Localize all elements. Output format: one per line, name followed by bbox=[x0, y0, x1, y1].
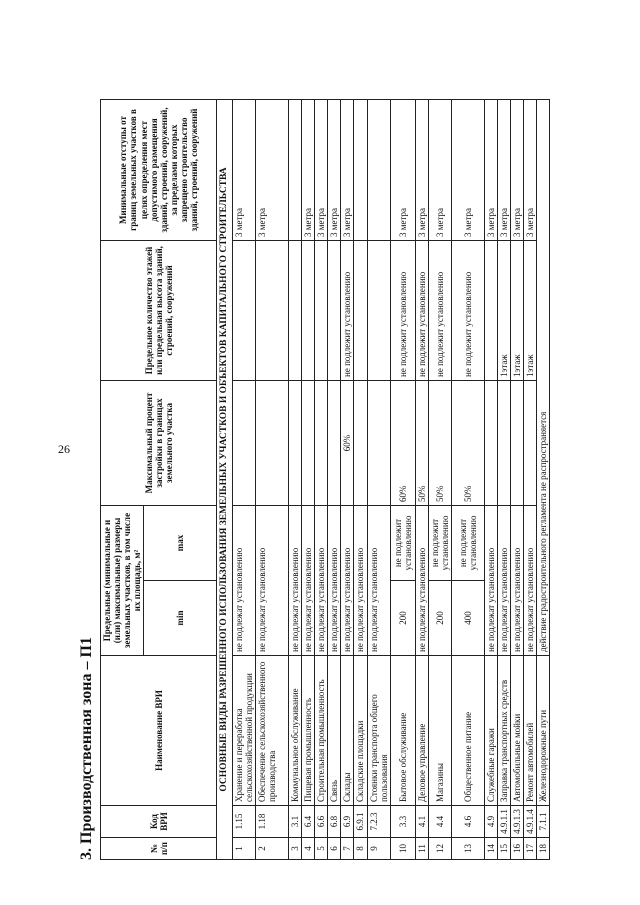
cell-name: Автомобильные мойки bbox=[511, 656, 524, 806]
cell-setback: 3 метра bbox=[511, 99, 524, 240]
cell-num: 1 bbox=[232, 838, 255, 860]
cell-name: Служебные гаражи bbox=[484, 656, 497, 806]
cell-setback: 3 метра bbox=[315, 99, 328, 240]
cell-setback bbox=[367, 99, 390, 240]
cell-percent bbox=[367, 380, 390, 505]
cell-name: Магазины bbox=[428, 656, 451, 806]
cell-name: Общественное питание bbox=[451, 656, 484, 806]
cell-num: 6 bbox=[328, 838, 341, 860]
table-row bbox=[256, 99, 289, 859]
cell-floors bbox=[354, 240, 367, 380]
cell-code: 4.9.1.3 bbox=[511, 806, 524, 838]
header-name: Наименование ВРИ bbox=[101, 656, 217, 806]
cell-code: 6.9.1 bbox=[354, 806, 367, 838]
zone-title: 3. Производственная зона – П1 bbox=[78, 637, 95, 860]
cell-area: не подлежат установлению bbox=[232, 505, 255, 655]
cell-setback: 3 метра bbox=[484, 99, 497, 240]
cell-num: 5 bbox=[315, 838, 328, 860]
header-num: № п/п bbox=[101, 838, 217, 860]
cell-area: не подлежат установлению bbox=[302, 505, 315, 655]
cell-num: 9 bbox=[367, 838, 390, 860]
table-row bbox=[354, 99, 367, 859]
cell-floors: не подлежит установлению bbox=[428, 240, 451, 380]
cell-percent bbox=[511, 380, 524, 505]
cell-code: 4.1 bbox=[415, 806, 428, 838]
table-row bbox=[367, 99, 390, 859]
table-row bbox=[390, 99, 415, 859]
cell-name: Складские площадки bbox=[354, 656, 367, 806]
table-row bbox=[289, 99, 302, 859]
table-row bbox=[415, 99, 428, 859]
cell-floors: не подлежит установлению bbox=[341, 240, 354, 380]
cell-name: Связь bbox=[328, 656, 341, 806]
cell-floors: не подлежит установлению bbox=[451, 240, 484, 380]
cell-name: Пищевая промышленность bbox=[302, 656, 315, 806]
cell-code: 4.9.1.4 bbox=[524, 806, 537, 838]
cell-floors bbox=[367, 240, 390, 380]
cell-setback: 3 метра bbox=[390, 99, 415, 240]
cell-max: не подлежит установлению bbox=[451, 505, 484, 580]
cell-area: не подлежат установлению bbox=[256, 505, 289, 655]
cell-code: 3.3 bbox=[390, 806, 415, 838]
cell-num: 2 bbox=[256, 838, 289, 860]
cell-floors bbox=[289, 240, 302, 380]
cell-floors: не подлежит установлению bbox=[390, 240, 415, 380]
cell-floors bbox=[328, 240, 341, 380]
cell-num: 16 bbox=[511, 838, 524, 860]
cell-floors: 1этаж bbox=[524, 240, 537, 380]
cell-percent bbox=[256, 380, 289, 505]
cell-code: 1.15 bbox=[232, 806, 255, 838]
cell-setback: 3 метра bbox=[328, 99, 341, 240]
cell-percent bbox=[354, 380, 367, 505]
table-row bbox=[524, 99, 537, 859]
header-min: min bbox=[144, 581, 217, 656]
cell-setback: 3 метра bbox=[451, 99, 484, 240]
cell-percent bbox=[524, 380, 537, 505]
header-floors: Предельное количество этажей или предельная высота зданий, строений, сооружений bbox=[101, 240, 217, 380]
header-area: Предельные (минимальные и (или) максимальные) размеры земельных участков, в том числе их площадь, м² bbox=[101, 505, 144, 655]
cell-num: 3 bbox=[289, 838, 302, 860]
cell-code: 6.8 bbox=[328, 806, 341, 838]
cell-num: 14 bbox=[484, 838, 497, 860]
cell-setback: 3 метра bbox=[256, 99, 289, 240]
header-setback: Минимальные отступы от границ земельных участков в целях определения мест допустимого размещения зданий, строений, сооружений, за пределами которых запрещено строительство зданий, строений, сооружений bbox=[101, 99, 217, 240]
cell-max: не подлежит установлению bbox=[428, 505, 451, 580]
cell-name: Склады bbox=[341, 656, 354, 806]
cell-setback: 3 метра bbox=[341, 99, 354, 240]
cell-min: 200 bbox=[390, 581, 415, 656]
cell-max: не подлежит установлению bbox=[390, 505, 415, 580]
cell-percent: 60% bbox=[341, 380, 354, 505]
regulations-table bbox=[100, 99, 550, 860]
cell-code: 1.18 bbox=[256, 806, 289, 838]
table-row bbox=[341, 99, 354, 859]
cell-num: 7 bbox=[341, 838, 354, 860]
cell-setback: 3 метра bbox=[302, 99, 315, 240]
cell-percent bbox=[289, 380, 302, 505]
cell-percent bbox=[232, 380, 255, 505]
cell-num: 18 bbox=[537, 838, 550, 860]
cell-name: Ремонт автомобилей bbox=[524, 656, 537, 806]
cell-setback: 3 метра bbox=[498, 99, 511, 240]
cell-percent bbox=[328, 380, 341, 505]
cell-percent: 60% bbox=[390, 380, 415, 505]
cell-percent: 50% bbox=[451, 380, 484, 505]
table-row bbox=[302, 99, 315, 859]
cell-num: 8 bbox=[354, 838, 367, 860]
cell-floors: не подлежит установлению bbox=[415, 240, 428, 380]
cell-area: не подлежат установлению bbox=[289, 505, 302, 655]
cell-name: Коммунальное обслуживание bbox=[289, 656, 302, 806]
header-max: max bbox=[144, 505, 217, 580]
table-row bbox=[537, 99, 550, 859]
table-header bbox=[101, 99, 217, 859]
cell-area: не подлежат установлению bbox=[315, 505, 328, 655]
cell-num: 10 bbox=[390, 838, 415, 860]
cell-name: Стоянки транспорта общего пользования bbox=[367, 656, 390, 806]
cell-floors: 1этаж bbox=[511, 240, 524, 380]
cell-code: 3.1 bbox=[289, 806, 302, 838]
cell-percent: 50% bbox=[428, 380, 451, 505]
cell-area: не подлежат установлению bbox=[498, 505, 511, 655]
cell-min: 200 bbox=[428, 581, 451, 656]
cell-percent bbox=[484, 380, 497, 505]
table-row bbox=[484, 99, 497, 859]
cell-name: Заправка транспортных средств bbox=[498, 656, 511, 806]
rotated-page-content bbox=[60, 80, 620, 880]
cell-percent bbox=[498, 380, 511, 505]
cell-num: 4 bbox=[302, 838, 315, 860]
cell-name: Бытовое обслуживание bbox=[390, 656, 415, 806]
cell-code: 6.9 bbox=[341, 806, 354, 838]
cell-area: не подлежат установлению bbox=[354, 505, 367, 655]
cell-code: 4.9.1.1 bbox=[498, 806, 511, 838]
cell-code: 4.6 bbox=[451, 806, 484, 838]
cell-setback: 3 метра bbox=[232, 99, 255, 240]
cell-area: не подлежат установлению bbox=[484, 505, 497, 655]
cell-setback bbox=[289, 99, 302, 240]
table-row bbox=[451, 99, 484, 859]
cell-name: Железнодорожные пути bbox=[537, 656, 550, 806]
cell-floors bbox=[484, 240, 497, 380]
cell-code: 4.4 bbox=[428, 806, 451, 838]
cell-setback: 3 метра bbox=[428, 99, 451, 240]
cell-area: действие градостроительного регламента не распространяется bbox=[537, 99, 550, 655]
cell-num: 15 bbox=[498, 838, 511, 860]
cell-area: не подлежат установлению bbox=[367, 505, 390, 655]
cell-num: 11 bbox=[415, 838, 428, 860]
cell-floors bbox=[315, 240, 328, 380]
cell-floors: 1этаж bbox=[498, 240, 511, 380]
cell-percent bbox=[302, 380, 315, 505]
cell-setback: 3 метра bbox=[524, 99, 537, 240]
table-row bbox=[511, 99, 524, 859]
table-body bbox=[217, 99, 550, 859]
cell-percent bbox=[315, 380, 328, 505]
table-row bbox=[232, 99, 255, 859]
cell-floors bbox=[302, 240, 315, 380]
cell-code: 7.1.1 bbox=[537, 806, 550, 838]
cell-name: Хранение и переработка сельскохозяйственной продукции bbox=[232, 656, 255, 806]
cell-name: Обеспечение сельскохозяйственного производства bbox=[256, 656, 289, 806]
cell-num: 12 bbox=[428, 838, 451, 860]
cell-setback bbox=[354, 99, 367, 240]
section-title: ОСНОВНЫЕ ВИДЫ РАЗРЕШЕННОГО ИСПОЛЬЗОВАНИЯ ЗЕМЕЛЬНЫХ УЧАСТКОВ И ОБЪЕКТОВ КАПИТАЛЬНОГО СТРОИТЕЛЬСТВА bbox=[217, 99, 233, 859]
table-row bbox=[498, 99, 511, 859]
cell-num: 13 bbox=[451, 838, 484, 860]
table-row bbox=[328, 99, 341, 859]
cell-code: 6.4 bbox=[302, 806, 315, 838]
cell-code: 7.2.3 bbox=[367, 806, 390, 838]
cell-area: не подлежат установлению bbox=[415, 505, 428, 655]
cell-area: не подлежат установлению bbox=[328, 505, 341, 655]
table-row bbox=[428, 99, 451, 859]
cell-area: не подлежат установлению bbox=[341, 505, 354, 655]
cell-area: не подлежат установлению bbox=[511, 505, 524, 655]
cell-name: Деловое управление bbox=[415, 656, 428, 806]
header-percent: Максимальный процент застройки в границах земельного участка bbox=[101, 380, 217, 505]
cell-floors bbox=[256, 240, 289, 380]
header-code: Код ВРИ bbox=[101, 806, 217, 838]
cell-percent: 50% bbox=[415, 380, 428, 505]
table-row bbox=[315, 99, 328, 859]
cell-name: Строительная промышленность bbox=[315, 656, 328, 806]
cell-num: 17 bbox=[524, 838, 537, 860]
cell-code: 4.9 bbox=[484, 806, 497, 838]
cell-min: 400 bbox=[451, 581, 484, 656]
cell-code: 6.6 bbox=[315, 806, 328, 838]
cell-area: не подлежат установлению bbox=[524, 505, 537, 655]
page-number: 26 bbox=[58, 442, 70, 456]
cell-floors bbox=[232, 240, 255, 380]
cell-setback: 3 метра bbox=[415, 99, 428, 240]
